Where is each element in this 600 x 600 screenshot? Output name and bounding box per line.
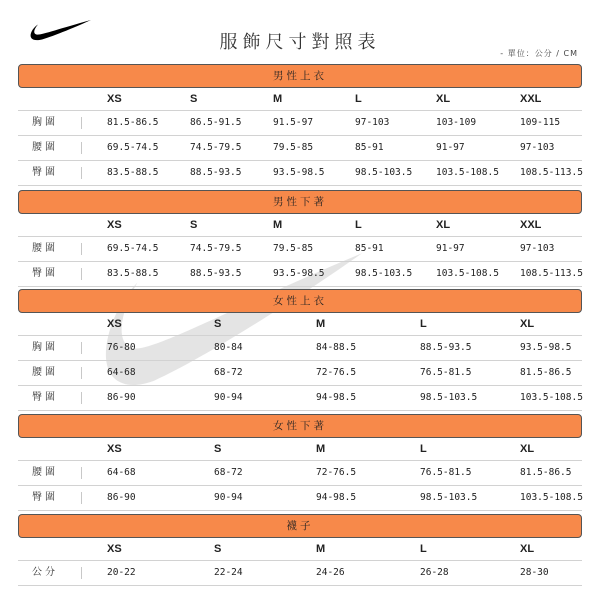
- size-label: S: [190, 93, 198, 105]
- size-label: L: [355, 93, 362, 105]
- measurement-row: [18, 161, 582, 186]
- measurement-row: [18, 111, 582, 136]
- measurement-label: 腰圍: [32, 142, 58, 153]
- measurement-value: 72-76.5: [316, 367, 357, 378]
- size-header-row: [18, 538, 582, 561]
- measurement-row: [18, 361, 582, 386]
- measurement-value: 81.5-86.5: [107, 117, 159, 128]
- size-header-row: [18, 438, 582, 461]
- measurement-row: [18, 461, 582, 486]
- measurement-value: 90-94: [214, 392, 243, 403]
- measurement-value: 24-26: [316, 567, 345, 578]
- size-label: XS: [107, 219, 122, 231]
- measurement-value: 108.5-113.5: [520, 167, 583, 178]
- measurement-value: 94-98.5: [316, 492, 357, 503]
- measurement-label: 臀圍: [32, 268, 58, 279]
- size-label: M: [273, 93, 283, 105]
- measurement-value: 76-80: [107, 342, 136, 353]
- size-label: L: [355, 219, 362, 231]
- measurement-label: 臀圍: [32, 492, 58, 503]
- size-section: [18, 514, 582, 586]
- measurement-value: 91-97: [436, 243, 465, 254]
- measurement-label: 腰圍: [32, 467, 58, 478]
- size-label: M: [273, 219, 283, 231]
- measurement-value: 88.5-93.5: [190, 167, 242, 178]
- measurement-value: 22-24: [214, 567, 243, 578]
- measurement-row: [18, 561, 582, 586]
- column-divider: [81, 492, 82, 504]
- size-label: XL: [520, 543, 535, 555]
- measurement-row: [18, 237, 582, 262]
- measurement-label: 胸圍: [32, 342, 58, 353]
- measurement-value: 91-97: [436, 142, 465, 153]
- size-label: S: [214, 443, 222, 455]
- measurement-value: 93.5-98.5: [273, 268, 325, 279]
- measurement-value: 90-94: [214, 492, 243, 503]
- measurement-value: 85-91: [355, 142, 384, 153]
- measurement-value: 64-68: [107, 367, 136, 378]
- size-label: XS: [107, 93, 122, 105]
- measurement-value: 98.5-103.5: [420, 492, 478, 503]
- measurement-value: 81.5-86.5: [520, 467, 572, 478]
- measurement-value: 83.5-88.5: [107, 167, 159, 178]
- measurement-row: [18, 262, 582, 287]
- measurement-label: 臀圍: [32, 167, 58, 178]
- measurement-value: 68-72: [214, 367, 243, 378]
- size-label: S: [214, 543, 222, 555]
- measurement-value: 93.5-98.5: [273, 167, 325, 178]
- column-divider: [81, 567, 82, 579]
- measurement-value: 103-109: [436, 117, 477, 128]
- size-label: XL: [436, 93, 451, 105]
- measurement-value: 76.5-81.5: [420, 367, 472, 378]
- measurement-label: 腰圍: [32, 243, 58, 254]
- measurement-value: 93.5-98.5: [520, 342, 572, 353]
- size-label: XL: [520, 443, 535, 455]
- size-label: XXL: [520, 93, 542, 105]
- measurement-value: 86-90: [107, 492, 136, 503]
- measurement-row: [18, 386, 582, 411]
- measurement-row: [18, 136, 582, 161]
- measurement-value: 98.5-103.5: [355, 268, 413, 279]
- measurement-value: 88.5-93.5: [420, 342, 472, 353]
- measurement-value: 69.5-74.5: [107, 243, 159, 254]
- measurement-value: 80-84: [214, 342, 243, 353]
- measurement-row: [18, 336, 582, 361]
- size-label: S: [214, 318, 222, 330]
- measurement-value: 64-68: [107, 467, 136, 478]
- page-title: 服飾尺寸對照表: [219, 32, 381, 53]
- measurement-value: 20-22: [107, 567, 136, 578]
- measurement-value: 26-28: [420, 567, 449, 578]
- size-label: L: [420, 543, 427, 555]
- section-header: 男性上衣: [18, 64, 582, 88]
- measurement-value: 97-103: [355, 117, 390, 128]
- size-label: L: [420, 443, 427, 455]
- measurement-value: 86-90: [107, 392, 136, 403]
- measurement-value: 76.5-81.5: [420, 467, 472, 478]
- measurement-label: 臀圍: [32, 392, 58, 403]
- measurement-value: 109-115: [520, 117, 561, 128]
- column-divider: [81, 342, 82, 354]
- measurement-value: 94-98.5: [316, 392, 357, 403]
- measurement-value: 74.5-79.5: [190, 243, 242, 254]
- measurement-value: 108.5-113.5: [520, 268, 583, 279]
- column-divider: [81, 142, 82, 154]
- size-header-row: [18, 214, 582, 237]
- column-divider: [81, 268, 82, 280]
- measurement-value: 97-103: [520, 142, 555, 153]
- size-label: XS: [107, 443, 122, 455]
- column-divider: [81, 467, 82, 479]
- measurement-value: 86.5-91.5: [190, 117, 242, 128]
- measurement-value: 84-88.5: [316, 342, 357, 353]
- measurement-value: 85-91: [355, 243, 384, 254]
- size-header-row: [18, 313, 582, 336]
- size-label: XL: [436, 219, 451, 231]
- size-label: M: [316, 443, 326, 455]
- measurement-value: 88.5-93.5: [190, 268, 242, 279]
- size-section: [18, 289, 582, 411]
- column-divider: [81, 167, 82, 179]
- unit-note: - 單位：公分 / CM: [500, 49, 578, 58]
- column-divider: [81, 392, 82, 404]
- measurement-label: 胸圍: [32, 117, 58, 128]
- section-header: 女性上衣: [18, 289, 582, 313]
- measurement-value: 103.5-108.5: [520, 492, 583, 503]
- measurement-value: 103.5-108.5: [520, 392, 583, 403]
- measurement-value: 79.5-85: [273, 142, 314, 153]
- measurement-value: 98.5-103.5: [355, 167, 413, 178]
- measurement-value: 98.5-103.5: [420, 392, 478, 403]
- measurement-value: 68-72: [214, 467, 243, 478]
- size-label: XL: [520, 318, 535, 330]
- column-divider: [81, 243, 82, 255]
- size-label: S: [190, 219, 198, 231]
- section-header: 女性下著: [18, 414, 582, 438]
- measurement-value: 69.5-74.5: [107, 142, 159, 153]
- measurement-row: [18, 486, 582, 511]
- size-label: M: [316, 318, 326, 330]
- measurement-value: 97-103: [520, 243, 555, 254]
- measurement-value: 81.5-86.5: [520, 367, 572, 378]
- size-header-row: [18, 88, 582, 111]
- size-label: XS: [107, 318, 122, 330]
- size-label: XS: [107, 543, 122, 555]
- measurement-value: 103.5-108.5: [436, 268, 499, 279]
- size-section: [18, 190, 582, 287]
- measurement-label: 腰圍: [32, 367, 58, 378]
- column-divider: [81, 367, 82, 379]
- measurement-value: 79.5-85: [273, 243, 314, 254]
- measurement-value: 28-30: [520, 567, 549, 578]
- measurement-value: 74.5-79.5: [190, 142, 242, 153]
- measurement-value: 83.5-88.5: [107, 268, 159, 279]
- measurement-value: 72-76.5: [316, 467, 357, 478]
- measurement-value: 103.5-108.5: [436, 167, 499, 178]
- size-section: [18, 414, 582, 511]
- size-label: M: [316, 543, 326, 555]
- section-header: 襪子: [18, 514, 582, 538]
- size-label: XXL: [520, 219, 542, 231]
- section-header: 男性下著: [18, 190, 582, 214]
- column-divider: [81, 117, 82, 129]
- size-section: [18, 64, 582, 186]
- measurement-label: 公分: [32, 567, 58, 578]
- size-label: L: [420, 318, 427, 330]
- measurement-value: 91.5-97: [273, 117, 314, 128]
